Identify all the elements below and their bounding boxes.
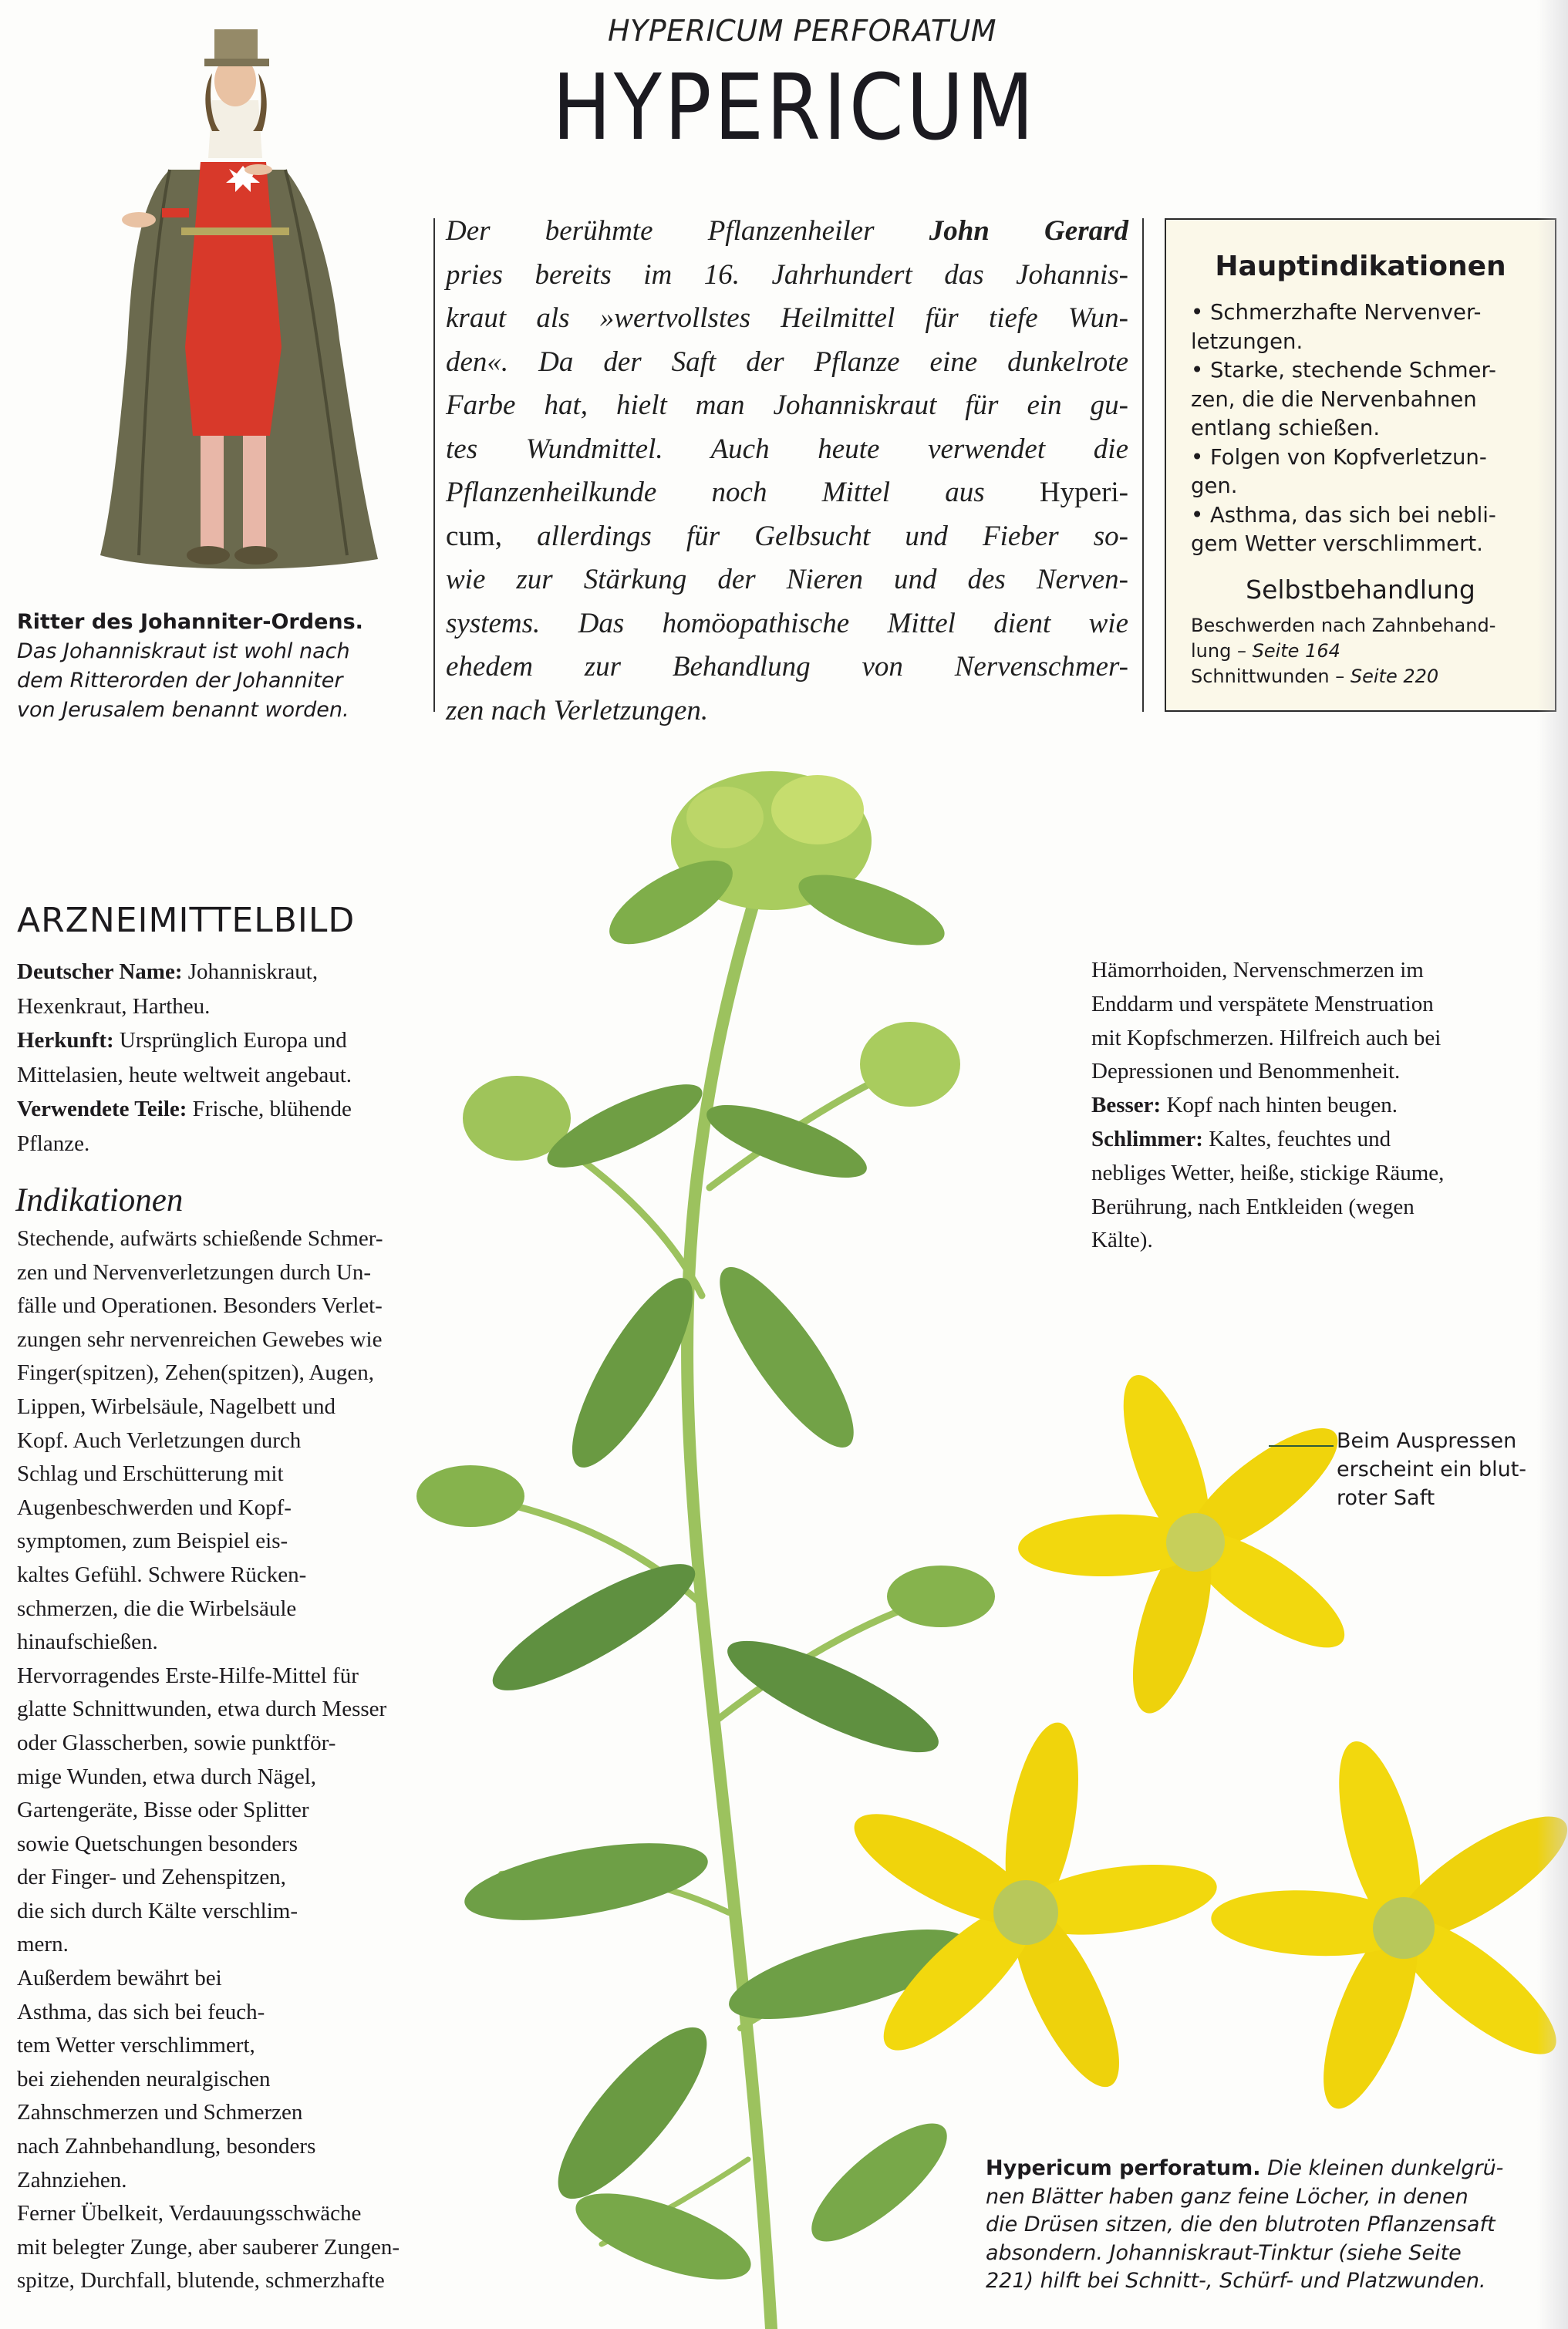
indications-line: nach Zahnbehandlung, besonders (17, 2134, 316, 2159)
indications-line: Zahnschmerzen und Schmerzen (17, 2100, 303, 2125)
knight-caption-line: dem Ritterorden der Johanniter (17, 669, 343, 693)
box-item: entlang schießen. (1191, 416, 1381, 440)
better-line (1091, 1089, 1554, 1123)
knight-illustration (54, 15, 409, 602)
worse-line: Berührung, nach Entkleiden (wegen (1091, 1194, 1415, 1219)
photo-caption-line: nen Blätter haben ganz feine Löcher, in denen (986, 2184, 1469, 2209)
indications-line: glatte Schnittwunden, etwa durch Messer (17, 1697, 387, 1722)
indications-line: Asthma, das sich bei feuch- (17, 1999, 265, 2024)
indications-line: sowie Quetschungen besonders (17, 1831, 298, 1856)
field-value: Ursprünglich Europa und (113, 1028, 347, 1053)
intro-right-rule (1142, 218, 1144, 712)
knight-caption-line: von Jerusalem benannt worden. (17, 698, 349, 722)
indications-line: zen und Nervenverletzungen durch Un- (17, 1259, 371, 1285)
box-heading: Hauptindikationen (1215, 251, 1506, 282)
indications-line: Finger(spitzen), Zehen(spitzen), Augen, (17, 1360, 375, 1386)
box-item: • Schmerzhafte Nervenver- (1191, 300, 1482, 325)
self-item: Beschwerden nach Zahnbehand- (1191, 615, 1496, 636)
box-item: zen, die die Nervenbahnen (1191, 386, 1477, 412)
intro-line (446, 210, 1128, 254)
self-item (1191, 664, 1546, 689)
intro-line: tes Wundmittel. Auch heute verwendet die (446, 433, 1128, 465)
main-indications-box (1165, 218, 1556, 712)
indications-line: die sich durch Kälte verschlim- (17, 1898, 298, 1923)
field-value: Johanniskraut, (182, 959, 319, 984)
self-item-text: Schnittwunden – (1191, 666, 1351, 687)
indications-line: kaltes Gefühl. Schwere Rücken- (17, 1562, 307, 1587)
intro-text: Der berühmte Pflanzenheiler (446, 215, 929, 247)
indications-text (17, 1222, 511, 2298)
indications-line: der Finger- und Zehenspitzen, (17, 1865, 286, 1890)
knight-caption (17, 608, 433, 725)
box-item: gen. (1191, 474, 1238, 498)
page-title: HYPERICUM (552, 54, 1037, 160)
box-item: gem Wetter verschlimmert. (1191, 531, 1483, 556)
box-item: letzungen. (1191, 329, 1303, 354)
field-parts-used (17, 1092, 495, 1127)
knight-caption-title: Ritter des Johanniter-Ordens. (17, 610, 363, 634)
flower (1209, 1734, 1568, 2120)
indications-line: hinaufschießen. (17, 1630, 158, 1655)
field-value: Frische, blühende (187, 1097, 352, 1121)
worse-label: Schlimmer: (1091, 1126, 1203, 1151)
photo-caption-text: Die kleinen dunkelgrü- (1260, 2156, 1504, 2180)
leaf (771, 775, 864, 844)
box-item: • Folgen von Kopfverletzun- (1191, 444, 1487, 470)
latin-subtitle: HYPERICUM PERFORATUM (607, 14, 997, 48)
leaf (479, 1544, 709, 1711)
indications-line: Stechende, aufwärts schießende Schmer- (17, 1226, 383, 1251)
indications-line: fälle und Operationen. Besonders Verlet- (17, 1293, 383, 1319)
leaf (537, 2008, 729, 2218)
remedy-profile-fields (17, 955, 495, 1161)
leaf (860, 1022, 960, 1107)
intro-left-rule (433, 218, 435, 712)
self-treatment-list (1191, 613, 1546, 689)
indications-line: schmerzen, die die Wirbelsäule (17, 1596, 297, 1621)
intro-line: systems. Das homöopathische Mittel dient wie (446, 607, 1128, 639)
leaf (598, 844, 745, 961)
intro-line: Farbe hat, hielt man Johanniskraut für ein gu- (446, 389, 1128, 421)
modality-line: Depressionen und Benommenheit. (1091, 1059, 1401, 1084)
indications-heading: Indikationen (15, 1182, 184, 1218)
indications-line: oder Glasscherben, sowie punktför- (17, 1730, 336, 1755)
indications-line: Kopf. Auch Verletzungen durch (17, 1427, 302, 1453)
indications-line: Ferner Übelkeit, Verdauungsschwäche (17, 2201, 362, 2226)
worse-line: Kälte). (1091, 1228, 1153, 1253)
modality-line: mit Kopfschmerzen. Hilfreich auch bei (1091, 1025, 1442, 1050)
intro-paragraph (446, 210, 1128, 733)
intro-text: Pflanzenheilkunde noch Mittel aus (446, 477, 1040, 508)
callout-leader-line (1269, 1445, 1334, 1447)
photo-caption-line: absondern. Johanniskraut-Tinktur (siehe Seite (986, 2240, 1462, 2265)
knight-robe (185, 162, 282, 436)
intro-line: zen nach Verletzungen. (446, 694, 709, 726)
field-origin (17, 1023, 495, 1058)
indications-line: Schlag und Erschütterung mit (17, 1461, 284, 1487)
photo-caption-line: die Drüsen sitzen, die den blutroten Pflanzensaft (986, 2213, 1496, 2236)
field-value: Hexenkraut, Hartheu. (17, 993, 211, 1019)
modality-line: Enddarm und verspätete Menstruation (1091, 991, 1434, 1016)
intro-line: kraut als »wertvollstes Heilmittel für tiefe Wun- (446, 302, 1128, 334)
flower (848, 1717, 1221, 2101)
indications-line: tem Wetter verschlimmert, (17, 2033, 255, 2058)
callout-line: roter Saft (1337, 1486, 1435, 1510)
indications-line: mern. (17, 1932, 69, 1957)
indications-line: Gartengeräte, Bisse oder Splitter (17, 1798, 309, 1823)
photo-caption-line: 221) hilft bei Schnitt-, Schürf- und Platzwunden. (986, 2269, 1486, 2293)
self-item-text: lung – (1191, 640, 1253, 662)
field-label: Verwendete Teile: (17, 1097, 187, 1121)
intro-text: allerdings für Gelbsucht und Fieber so- (501, 520, 1128, 552)
remedy-profile-heading: ARZNEIMITTELBILD (17, 901, 356, 940)
callout-line: erscheint ein blut- (1337, 1458, 1527, 1481)
box-item: • Asthma, das sich bei nebli- (1191, 502, 1496, 527)
photo-caption-title: Hypericum perforatum. (986, 2156, 1261, 2180)
self-treatment-heading: Selbstbehandlung (1246, 575, 1475, 605)
callout-label (1337, 1427, 1568, 1512)
indications-line: spitze, Durchfall, blutende, schmerzhafte (17, 2268, 385, 2294)
indications-line: Hervorragendes Erste-Hilfe-Mittel für (17, 1663, 359, 1688)
page-reference-link[interactable]: Seite 164 (1252, 640, 1340, 662)
leaf (566, 2176, 761, 2297)
leaf (686, 787, 764, 848)
box-item: • Starke, stechende Schmer- (1191, 358, 1496, 383)
modality-line: Hämorrhoiden, Nervenschmerzen im (1091, 958, 1424, 982)
intro-line: den«. Da der Saft der Pflanze eine dunkelrote (446, 345, 1128, 378)
modalities-text (1091, 954, 1554, 1258)
intro-upright: Hyperi- (1039, 477, 1128, 508)
leaf (795, 2105, 963, 2260)
intro-line: pries bereits im 16. Jahrhundert das Johannis- (446, 258, 1128, 291)
knight-caption-line: Das Johanniskraut ist wohl nach (17, 639, 350, 663)
worse-line (1091, 1123, 1554, 1157)
box-list (1191, 298, 1546, 559)
photo-caption (986, 2155, 1568, 2296)
better-label: Besser: (1091, 1093, 1162, 1118)
worse-text: Kaltes, feuchtes und (1202, 1126, 1391, 1151)
indications-line: Lippen, Wirbelsäule, Nagelbett und (17, 1394, 336, 1419)
indications-line: Augenbeschwerden und Kopf- (17, 1495, 292, 1520)
field-label: Deutscher Name: (17, 959, 183, 984)
field-german-name (17, 955, 495, 989)
indications-line: Zahnziehen. (17, 2167, 127, 2192)
callout-line: Beim Auspressen (1337, 1429, 1517, 1453)
page-reference-link[interactable]: Seite 220 (1350, 666, 1439, 687)
intro-line (446, 515, 1128, 559)
better-text: Kopf nach hinten beugen. (1161, 1093, 1398, 1118)
indications-line: zungen sehr nervenreichen Gewebes wie (17, 1326, 383, 1352)
intro-author: John Gerard (929, 215, 1128, 247)
indications-line: bei ziehenden neuralgischen (17, 2066, 271, 2091)
indications-line: Außerdem bewährt bei (17, 1966, 222, 1991)
indications-line: mige Wunden, etwa durch Nägel, (17, 1764, 317, 1789)
indications-line: mit belegter Zunge, aber sauberer Zungen- (17, 2234, 400, 2260)
intro-upright: cum, (446, 520, 502, 552)
page-gutter-shadow (1537, 0, 1568, 2329)
photo-caption-line (986, 2155, 1568, 2183)
intro-line: wie zur Stärkung der Nieren und des Nerven- (446, 564, 1128, 595)
worse-line: nebliges Wetter, heiße, stickige Räume, (1091, 1160, 1445, 1185)
leaf (791, 861, 953, 960)
self-item (1191, 639, 1546, 664)
intro-line (446, 471, 1128, 515)
indications-line: symptomen, zum Beispiel eis- (17, 1529, 288, 1554)
intro-line: ehedem zur Behandlung von Nervenschmer- (446, 651, 1128, 683)
field-value: Mittelasien, heute weltweit angebaut. (17, 1062, 352, 1087)
field-value: Pflanze. (17, 1131, 90, 1156)
field-label: Herkunft: (17, 1028, 114, 1053)
flower (1017, 1365, 1360, 1721)
